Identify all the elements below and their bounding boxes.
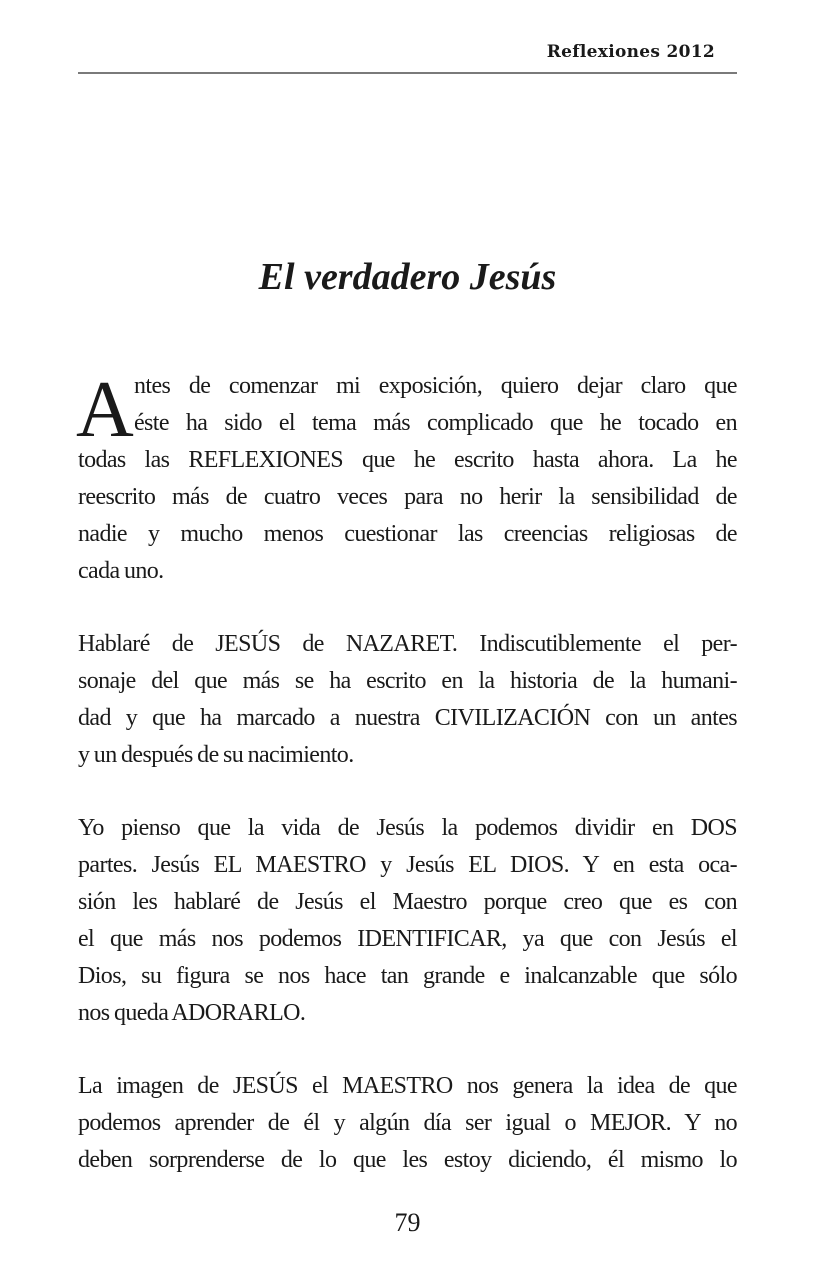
paragraph-1 [78,368,737,590]
text-line: dad y que ha marcado a nuestra CIVILIZACIÓN con un antes [78,705,737,731]
chapter-title: El verdadero Jesús [258,256,557,298]
text-line: nos queda ADORARLO. [78,1000,306,1026]
text-line: sonaje del que más se ha escrito en la historia de la humani- [78,668,737,694]
drop-cap: A [76,366,134,454]
text-line: cada uno. [78,558,164,584]
text-line: y un después de su nacimiento. [78,742,354,768]
text-line: nadie y mucho menos cuestionar las creencias religiosas de [78,521,737,547]
text-line: deben sorprenderse de lo que les estoy diciendo, él mismo lo [78,1147,737,1173]
text-line: podemos aprender de él y algún día ser igual o MEJOR. Y no [78,1110,737,1136]
paragraph-4 [78,1068,737,1179]
text-line: partes. Jesús EL MAESTRO y Jesús EL DIOS. Y en esta oca- [78,852,737,878]
text-line: La imagen de JESÚS el MAESTRO nos genera la idea de que [78,1073,737,1099]
text-line: sión les hablaré de Jesús el Maestro porque creo que es con [78,889,737,915]
text-line: Dios, su figura se nos hace tan grande e inalcanzable que sólo [78,963,737,989]
text-line: reescrito más de cuatro veces para no herir la sensibilidad de [78,484,737,510]
text-line: Hablaré de JESÚS de NAZARET. Indiscutiblemente el per- [78,631,737,657]
body-text [78,368,737,1179]
paragraph-3 [78,810,737,1032]
text-line: ntes de comenzar mi exposición, quiero dejar claro que [134,373,737,399]
running-header-title: Reflexiones 2012 [546,42,715,62]
text-line: el que más nos podemos IDENTIFICAR, ya que con Jesús el [78,926,737,952]
paragraph-2 [78,626,737,774]
text-line: todas las REFLEXIONES que he escrito hasta ahora. La he [78,447,737,473]
text-line: éste ha sido el tema más complicado que he tocado en [134,410,737,436]
page-number: 79 [394,1208,421,1237]
running-header [78,40,737,74]
text-line: Yo pienso que la vida de Jesús la podemos dividir en DOS [78,815,737,841]
